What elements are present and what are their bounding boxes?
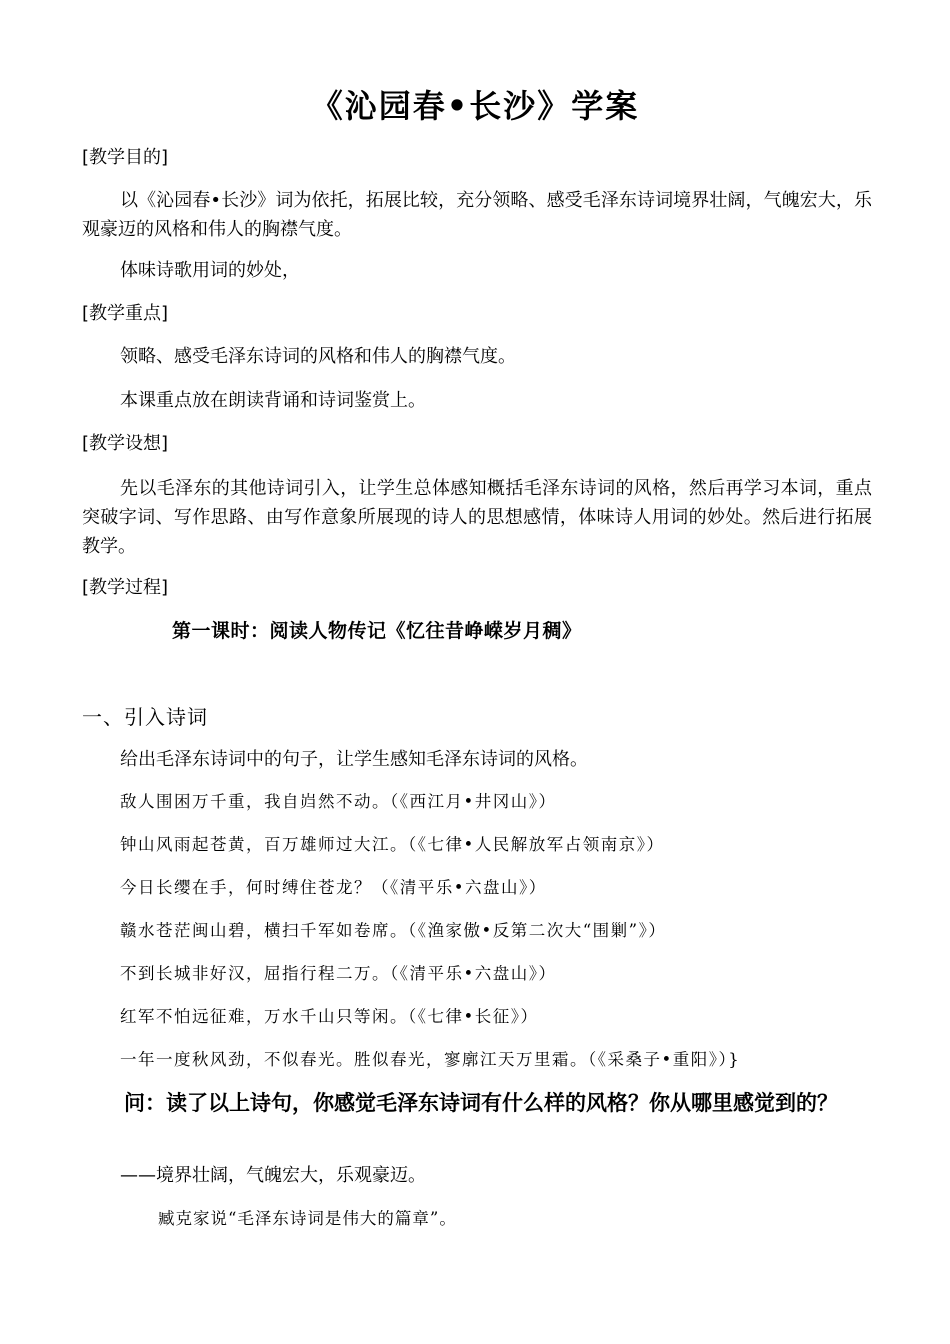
- objective-paragraph-1: 以《沁园春•长沙》词为依托，拓展比较，充分领略、感受毛泽东诗词境界壮阔，气魄宏大，乐观豪迈的风格和伟人的胸襟气度。: [82, 190, 872, 240]
- objective-label: [教学目的]: [82, 147, 169, 168]
- lesson-title: 第一课时：阅读人物传记《忆往昔峥嵘岁月稠》: [172, 620, 582, 642]
- poem-line: 不到长城非好汉，屈指行程二万。（《清平乐•六盘山》）: [120, 964, 557, 983]
- part-one-intro: 给出毛泽东诗词中的句子，让学生感知毛泽东诗词的风格。: [120, 749, 588, 770]
- focus-paragraph-1: 领略、感受毛泽东诗词的风格和伟人的胸襟气度。: [120, 346, 516, 367]
- question-answer: ——境界壮阔，气魄宏大，乐观豪迈。: [120, 1165, 426, 1186]
- quote-line: 臧克家说“毛泽东诗词是伟大的篇章”。: [158, 1209, 457, 1228]
- design-paragraph: 先以毛泽东的其他诗词引入，让学生总体感知概括毛泽东诗词的风格，然后再学习本词，重点突破字词、写作思路、由写作意象所展现的诗人的思想感情，体味诗人用词的妙处。然后进行拓展教学。: [82, 478, 872, 557]
- design-label: [教学设想]: [82, 433, 169, 454]
- discussion-question: 问：读了以上诗句，你感觉毛泽东诗词有什么样的风格？你从哪里感觉到的？: [124, 1091, 838, 1115]
- focus-label: [教学重点]: [82, 303, 169, 324]
- objective-paragraph-2: 体味诗歌用词的妙处，: [120, 260, 300, 281]
- poem-line: 一年一度秋风劲，不似春光。胜似春光，寥廓江天万里霜。（《采桑子•重阳》）}: [120, 1050, 741, 1069]
- poem-line: 今日长缨在手，何时缚住苍龙？（《清平乐•六盘山》）: [120, 878, 547, 897]
- poem-line: 红军不怕远征难，万水千山只等闲。（《七律•长征》）: [120, 1007, 539, 1026]
- process-label: [教学过程]: [82, 577, 169, 598]
- document-title: 《沁园春•长沙》学案: [310, 87, 640, 125]
- poem-line: 敌人围困万千重，我自岿然不动。（《西江月•井冈山》）: [120, 792, 557, 811]
- focus-paragraph-2: 本课重点放在朗读背诵和诗词鉴赏上。: [120, 390, 426, 411]
- poem-line: 钟山风雨起苍黄，百万雄师过大江。（《七律•人民解放军占领南京》）: [120, 835, 665, 854]
- poem-line: 赣水苍茫闽山碧，横扫千军如卷席。（《渔家傲•反第二次大“围剿”》）: [120, 921, 667, 940]
- part-one-heading: 一、引入诗词: [82, 705, 208, 729]
